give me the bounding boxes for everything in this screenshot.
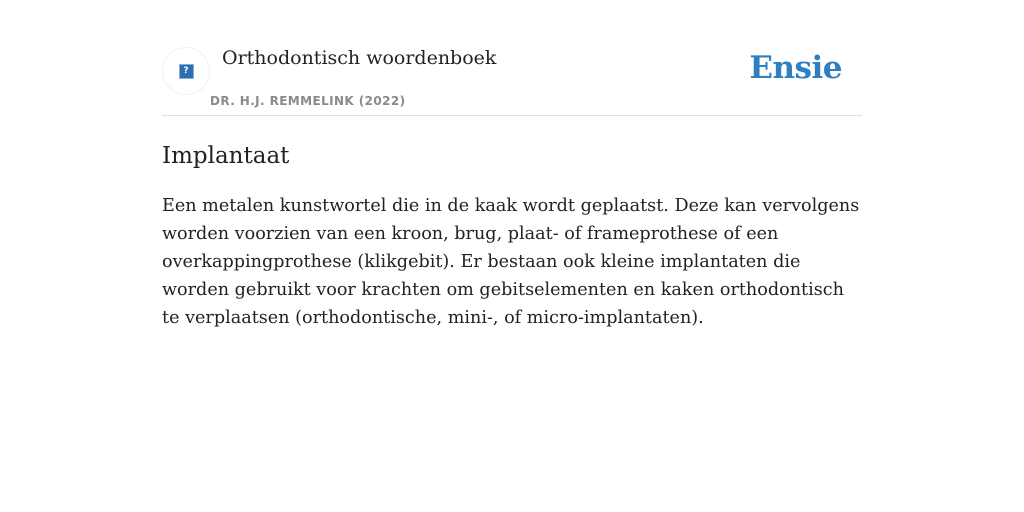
dictionary-author: DR. H.J. REMMELINK (2022) bbox=[210, 94, 406, 108]
source-header bbox=[162, 40, 862, 116]
ensie-logo[interactable]: Ensie bbox=[749, 50, 842, 86]
question-book-icon: ? bbox=[179, 64, 194, 79]
entry-definition: Een metalen kunstwortel die in de kaak wordt geplaatst. Deze kan vervolgens worden voorzien van een kroon, brug, plaat- of frameprothese of een overkappingprothese (klikgebit). Er bestaan ook kleine implantaten die worden gebruikt voor krachten om gebitselementen en kaken orthodontisch te verplaatsen (orthodontische, mini-, of micro-implantaten). bbox=[162, 196, 860, 328]
entry-card bbox=[162, 40, 862, 332]
dictionary-avatar[interactable] bbox=[162, 47, 210, 95]
dictionary-title-link[interactable]: Orthodontisch woordenboek bbox=[222, 47, 497, 69]
entry-term: Implantaat bbox=[162, 143, 290, 169]
